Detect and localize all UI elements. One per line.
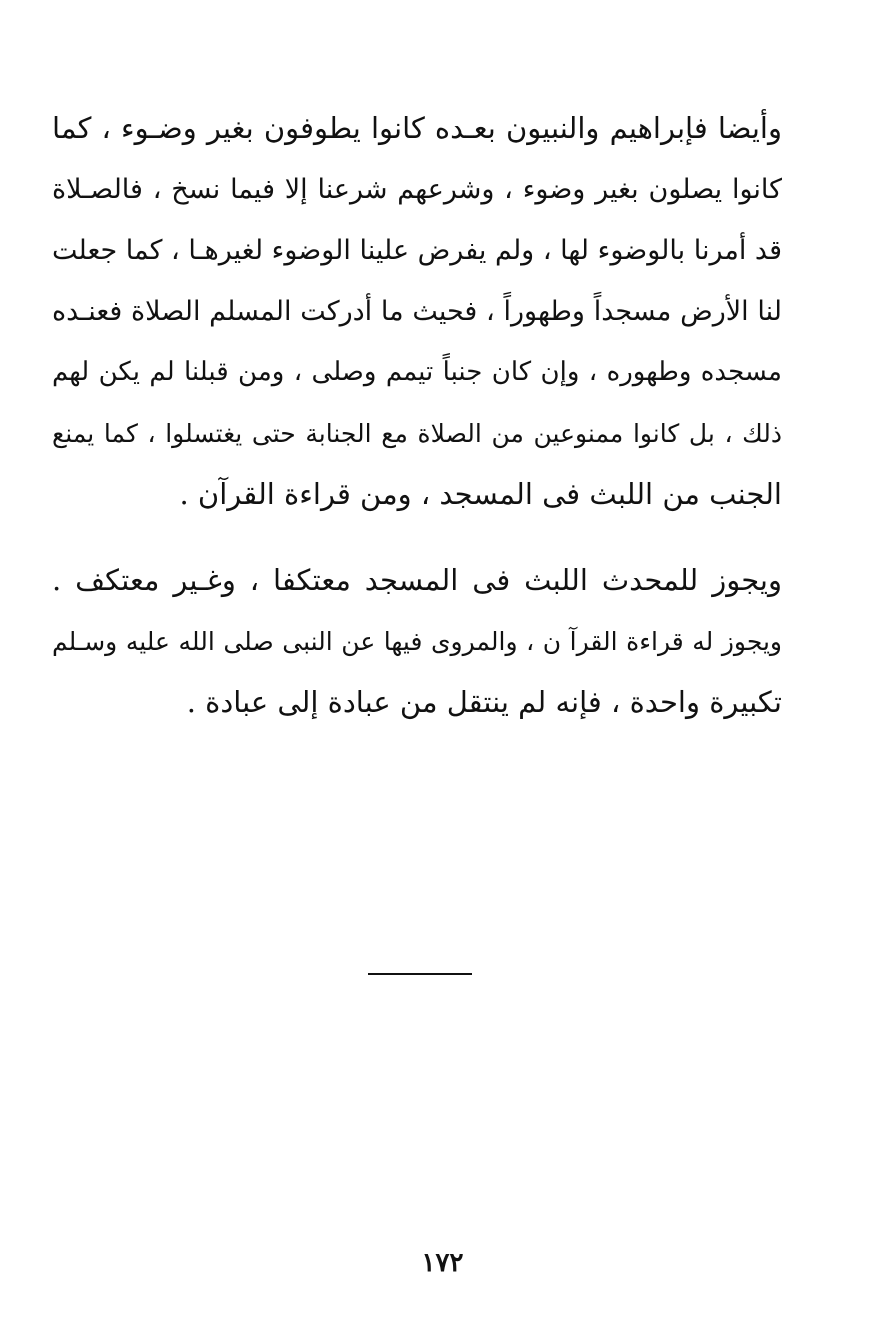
text-line: ويجوز للمحدث اللبث فى المسجد معتكفا ، وغـير معتكف .: [52, 563, 782, 597]
text-line: لنا الأرض مسجداً وطهوراً ، فحيث ما أدركت المسلم الصلاة فعنـده: [52, 296, 782, 327]
text-line: مسجده وطهوره ، وإن كان جنباً تيمم وصلى ، ومن قبلنا لم يكن لهم: [52, 357, 782, 387]
text-line: ذلك ، بل كانوا ممنوعين من الصلاة مع الجنابة حتى يغتسلوا ، كما يمنع: [52, 419, 782, 448]
footnote-separator: [368, 973, 472, 975]
text-line: الجنب من اللبث فى المسجد ، ومن قراءة القرآن .: [179, 477, 782, 511]
text-line: قد أمرنا بالوضوء لها ، ولم يفرض علينا الوضوء لغيرهـا ، كما جعلت: [52, 235, 782, 266]
text-line: ويجوز له قراءة القرآ ن ، والمروى فيها عن النبى صلى الله عليه وسـلم: [52, 627, 782, 656]
paragraph-1: [52, 98, 782, 525]
text-line: تكبيرة واحدة ، فإنه لم ينتقل من عبادة إلى عبادة .: [186, 685, 782, 719]
text-line: كانوا يصلون بغير وضوء ، وشرعهم شرعنا إلا فيما نسخ ، فالصـلاة: [52, 174, 782, 205]
text-line: وأيضا فإبراهيم والنبيون بعـده كانوا يطوفون بغير وضـوء ، كما: [52, 111, 782, 145]
paragraph-2: [52, 550, 782, 733]
page-number: ١٧٢: [421, 1248, 464, 1278]
